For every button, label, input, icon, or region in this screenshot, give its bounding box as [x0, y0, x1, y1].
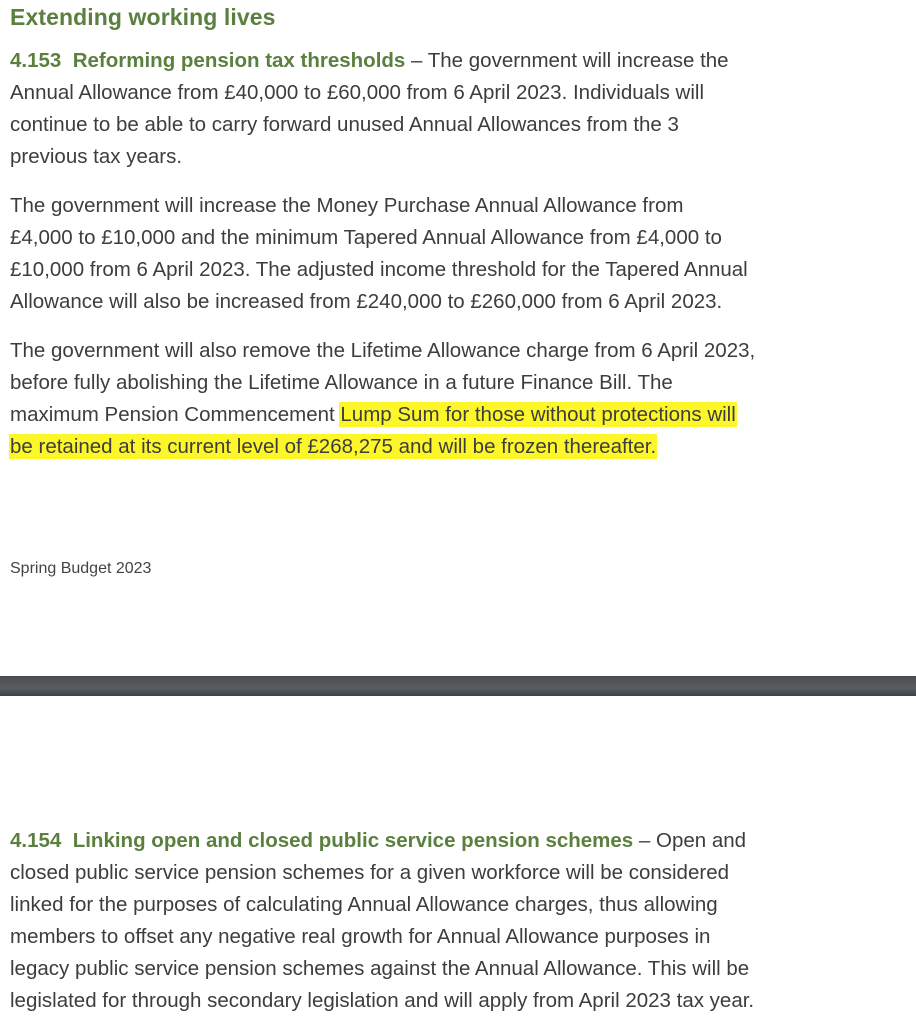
paragraph-body: – The government will increase the Annual Allowance from £40,000 to £60,000 from 6 April 2023. Individuals will continue to be able to carry forward unused Annual Allowances from the 3 previous tax years.	[10, 49, 729, 168]
paragraph-4-154	[10, 825, 910, 1017]
paragraph-number: 4.154	[10, 829, 62, 852]
highlighted-text: Lump Sum for those without protections will	[340, 403, 736, 426]
paragraph-text: The government will also remove the Lifetime Allowance charge from 6 April 2023, before fully abolishing the Lifetime Allowance in a future Finance Bill. The maximum Pension Commencement	[10, 339, 756, 426]
highlighted-text: be retained at its current level of £268,275 and will be frozen thereafter.	[10, 435, 657, 458]
paragraph-heading: Reforming pension tax thresholds	[72, 49, 406, 72]
paragraph-number: 4.153	[10, 49, 62, 72]
paragraph-lifetime-allowance	[10, 335, 910, 463]
paragraph-body: – Open and closed public service pension schemes for a given workforce will be considered linked for the purposes of calculating Annual Allowance charges, thus allowing members to offset any negative real growth for Annual Allowance purposes in legacy public service pension schemes against the Annual Allowance. This will be legislated for through secondary legislation and will apply from April 2023 tax year.	[10, 829, 755, 1012]
document-page-bottom	[0, 696, 916, 1031]
section-title: Extending working lives	[10, 4, 276, 30]
paragraph-4-153	[10, 45, 910, 173]
page-break-divider	[0, 676, 916, 696]
paragraph-mpaa: The government will increase the Money Purchase Annual Allowance from £4,000 to £10,000 and the minimum Tapered Annual Allowance from £4,000 to £10,000 from 6 April 2023. The adjusted income threshold for the Tapered Annual Allowance will also be increased from £240,000 to £260,000 from 6 April 2023.	[10, 194, 748, 313]
page-footer: Spring Budget 2023	[10, 560, 152, 577]
paragraph-heading: Linking open and closed public service pension schemes	[72, 829, 634, 852]
